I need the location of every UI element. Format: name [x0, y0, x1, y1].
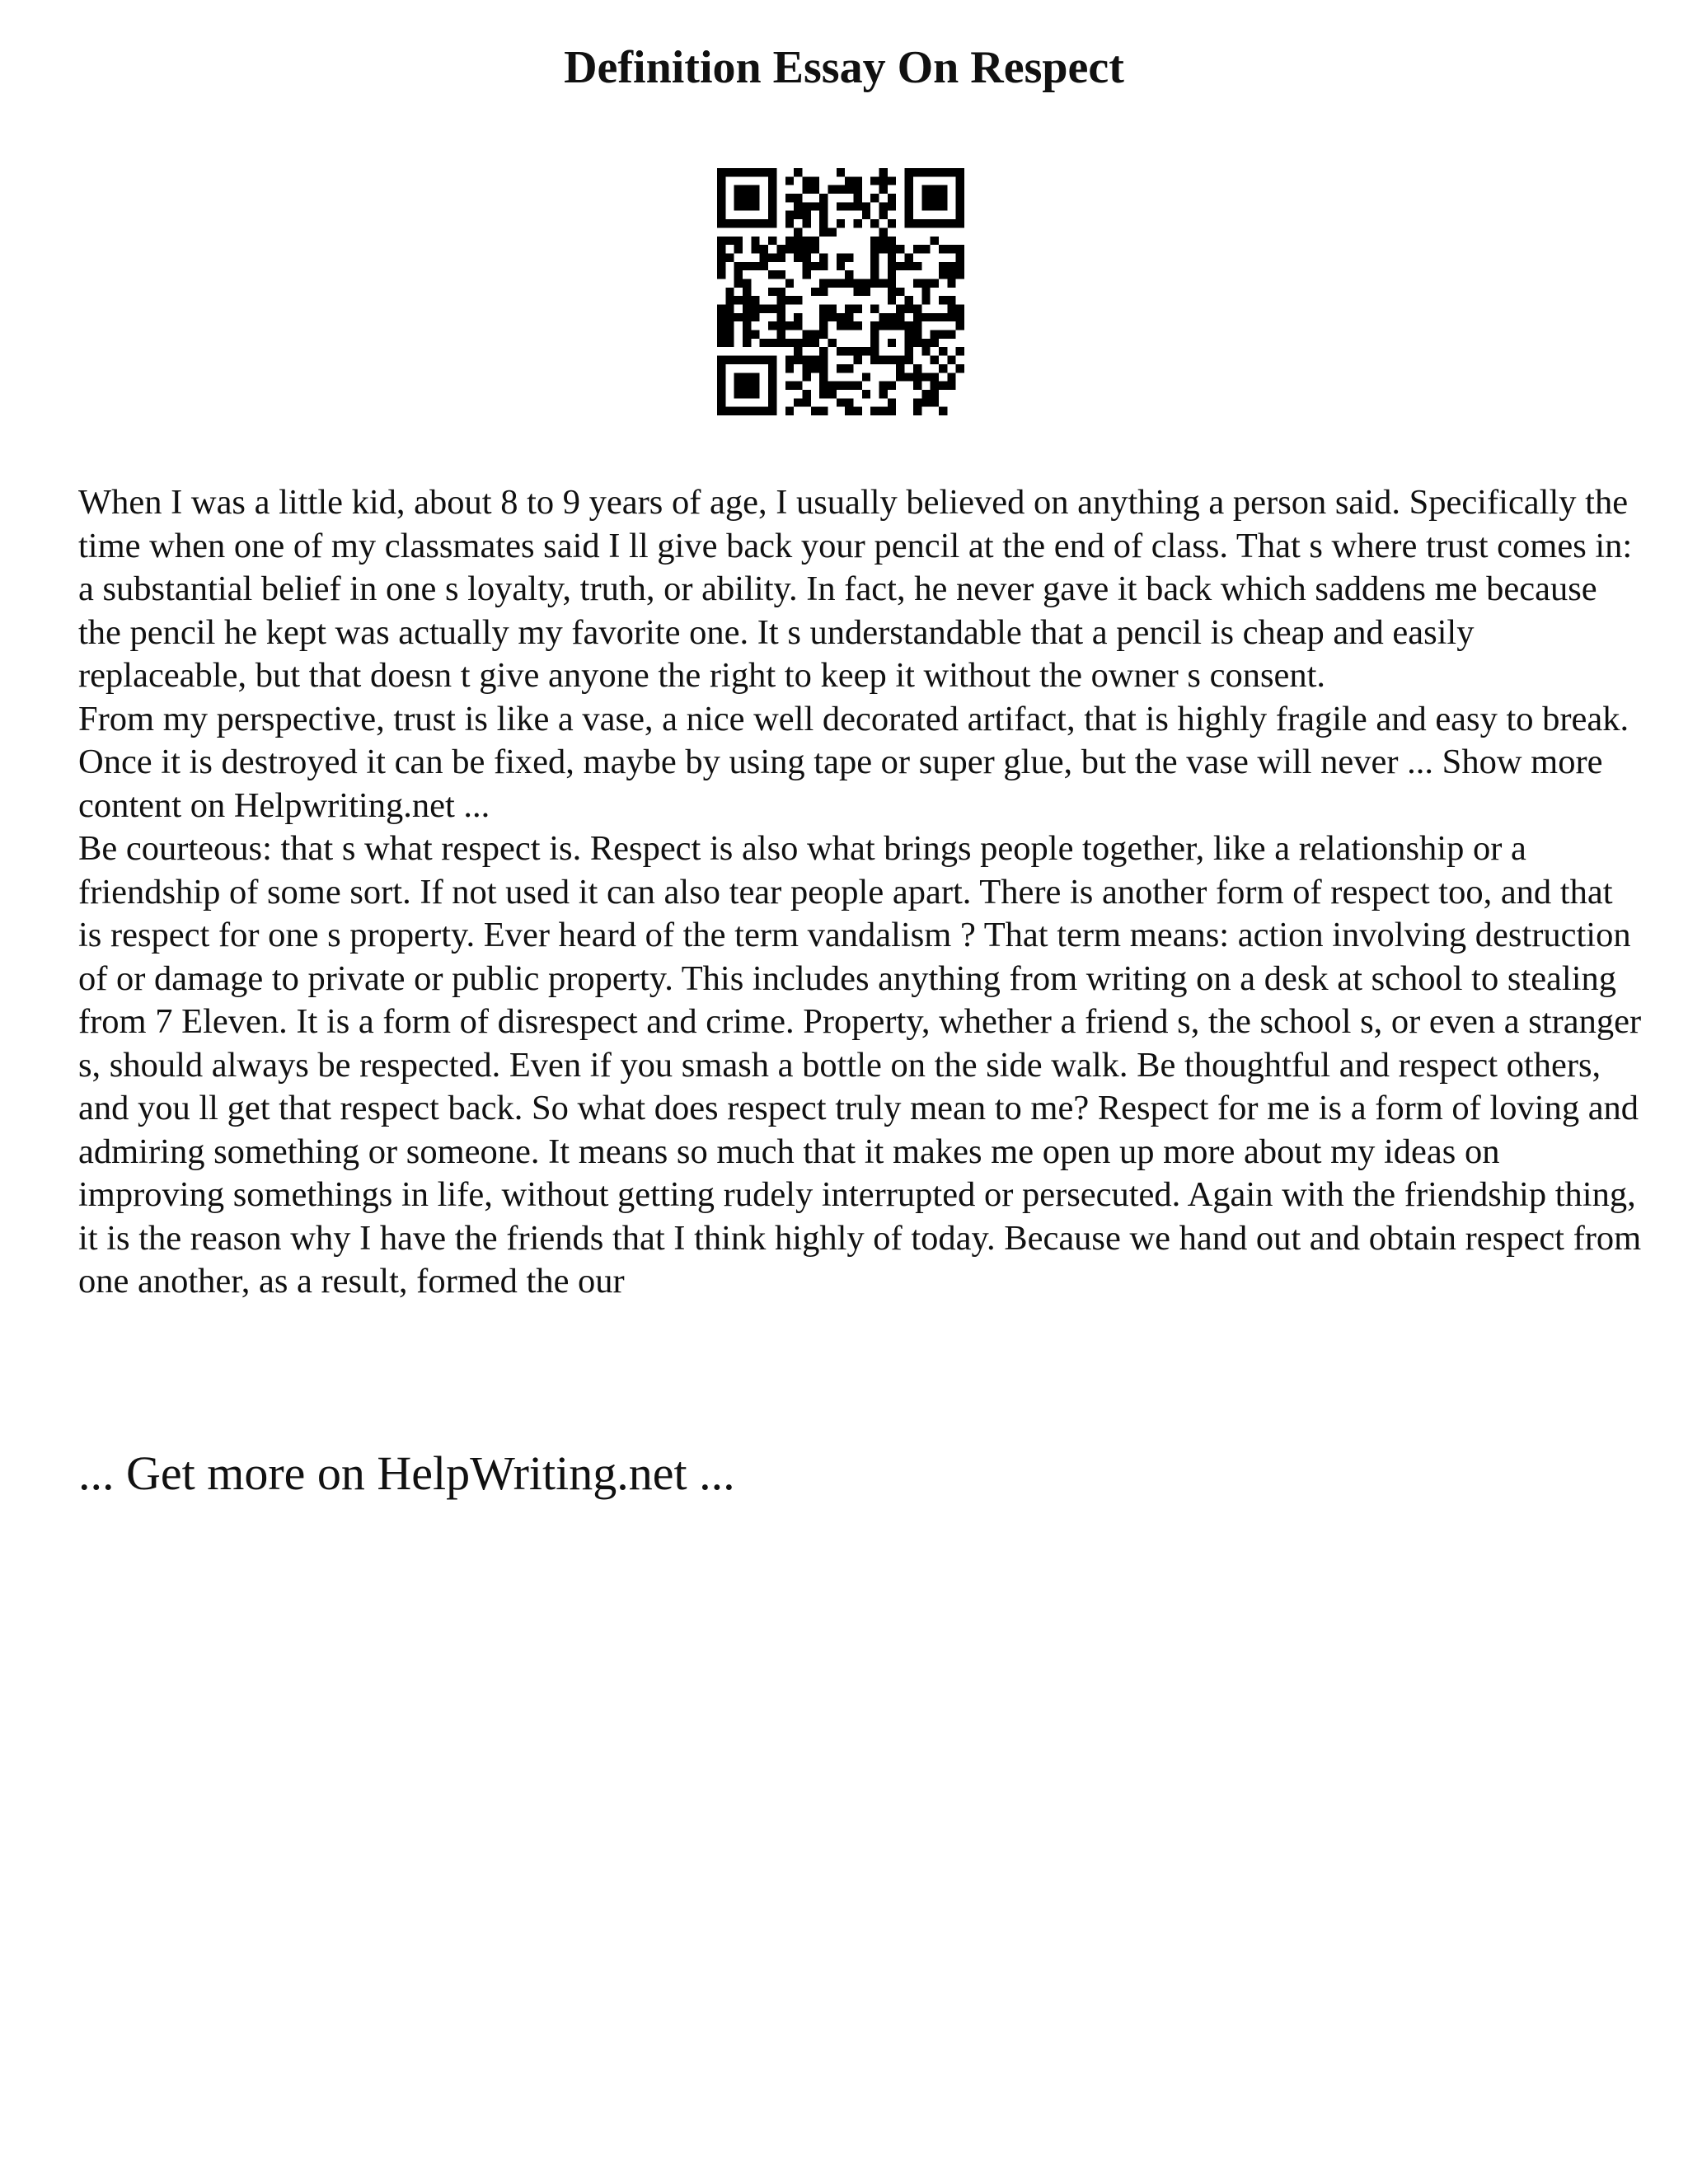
- paragraph-2: From my perspective, trust is like a vase, a nice well decorated artifact, that is highly fragile and easy to break. Once it is destroyed it can be fixed, maybe by using tape or super glue, but the vase will never ... Show more content on Helpwriting.net ...: [78, 699, 1629, 825]
- page-title: Definition Essay On Respect: [564, 42, 1124, 93]
- qr-code-icon[interactable]: [717, 168, 964, 415]
- paragraph-3: Be courteous: that s what respect is. Respect is also what brings people together, like a relationship or a friendship of some sort. If not used it can also tear people apart. There is another form of respect too, and that is respect for one s property. Ever heard of the term vandalism ? That term means: action involving destruction of or damage to private or public property. This includes anything from writing on a desk at school to stealing from 7 Eleven. It is a form of disrespect and crime. Property, whether a friend s, the school s, or even a stranger s, should always be respected. Even if you smash a bottle on the side walk. Be thoughtful and respect others, and you ll get that respect back. So what does respect truly mean to me? Respect for me is a form of loving and admiring something or someone. It means so much that it makes me open up more about my ideas on improving somethings in life, without getting rudely interrupted or persecuted. Again with the friendship thing, it is the reason why I have the friends that I think highly of today. Because we hand out and obtain respect from one another, as a result, formed the our: [78, 829, 1642, 1301]
- essay-body: [78, 481, 1644, 1304]
- get-more-link[interactable]: ... Get more on HelpWriting.net ...: [78, 1446, 735, 1500]
- paragraph-1: When I was a little kid, about 8 to 9 years of age, I usually believed on anything a person said. Specifically the time when one of my classmates said I ll give back your pencil at the end of class. That s where trust comes in: a substantial belief in one s loyalty, truth, or ability. In fact, he never gave it back which saddens me because the pencil he kept was actually my favorite one. It s understandable that a pencil is cheap and easily replaceable, but that doesn t give anyone the right to keep it without the owner s consent.: [78, 483, 1633, 695]
